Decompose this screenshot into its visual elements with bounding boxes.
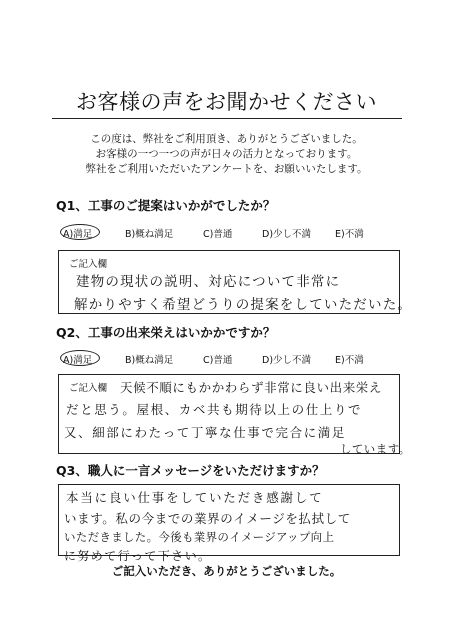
q2-answer-line-2: だと思う。屋根、カベ共も期待以上の仕上りで bbox=[66, 402, 363, 417]
q2-box-label: ご記入欄 bbox=[69, 383, 108, 394]
q2-question: Q2、工事の出来栄えはいかかですか？ bbox=[56, 325, 276, 340]
q2-option-b[interactable]: B)概ね満足 bbox=[125, 355, 174, 366]
q2-selection-circle bbox=[60, 350, 100, 366]
q1-question: Q1、工事のご提案はいかがでしたか？ bbox=[56, 198, 276, 213]
q1-option-b[interactable]: B)概ね満足 bbox=[125, 229, 174, 240]
q1-option-c[interactable]: C)普通 bbox=[203, 229, 233, 240]
intro-line-1: この度は、弊社をご利用頂き、ありがとうございました。 bbox=[90, 133, 363, 145]
title-underline bbox=[52, 118, 402, 119]
q3-answer-line-3: いただきました。今後も業界のイメージアップ向上 bbox=[64, 530, 335, 544]
q1-option-a[interactable]: A)満足 bbox=[63, 229, 93, 240]
intro-line-2: お客様の一つ一つの声が日々の活力となっております。 bbox=[95, 148, 358, 160]
q2-option-e[interactable]: E)不満 bbox=[335, 355, 364, 366]
q2-option-d[interactable]: D)少し不満 bbox=[262, 355, 312, 366]
page-title: お客様の声をお聞かせください bbox=[76, 90, 377, 114]
q1-answer-line-1: 建物の現状の説明、対応について非常に bbox=[76, 274, 341, 290]
q2-option-c[interactable]: C)普通 bbox=[203, 355, 233, 366]
closing-message: ご記入いただき、ありがとうございました。 bbox=[111, 564, 342, 578]
q2-answer-line-3: 又、細部にわたって丁寧な仕事で完合に満足 bbox=[64, 425, 347, 440]
q2-answer-line-4: しています。 bbox=[340, 442, 411, 456]
q3-answer-line-4: に努めて行って下さい。 bbox=[64, 549, 212, 563]
q1-option-d[interactable]: D)少し不満 bbox=[262, 229, 312, 240]
q1-selection-circle bbox=[60, 224, 100, 240]
q2-answer-line-1: 天候不順にもかかわらず非常に良い出来栄え bbox=[120, 380, 383, 395]
q2-option-a[interactable]: A)満足 bbox=[63, 355, 93, 366]
q3-answer-line-2: います。私の今までの業界のイメージを払拭して bbox=[64, 511, 351, 526]
q1-box-label: ご記入欄 bbox=[69, 259, 108, 270]
q3-answer-line-1: 本当に良い仕事をしていただき感謝して bbox=[66, 490, 324, 505]
q3-question: Q3、職人に一言メッセージをいただけますか？ bbox=[56, 463, 325, 478]
q1-option-e[interactable]: E)不満 bbox=[335, 229, 364, 240]
q1-answer-line-2: 解かりやすく希望どうりの提案をしていただいた。 bbox=[74, 297, 413, 313]
intro-line-3: 弊社をご利用いただいたアンケートを、お願いいたします。 bbox=[85, 163, 368, 175]
